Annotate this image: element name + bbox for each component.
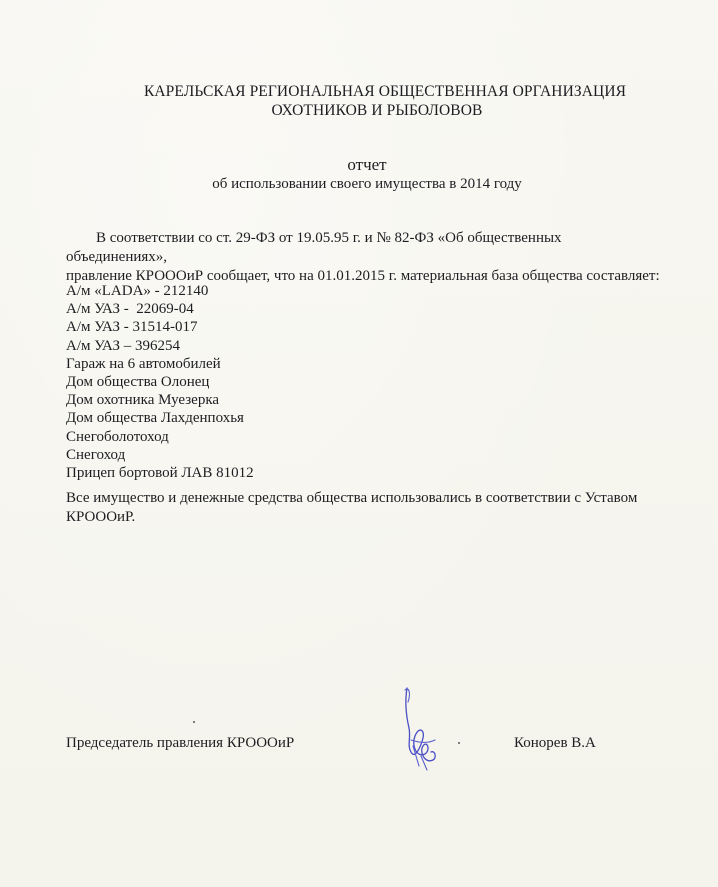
report-subtitle: об использовании своего имущества в 2014 году [212,176,522,192]
asset-item: А/м УАЗ - 22069-04 [66,301,194,318]
organization-name-line2: ОХОТНИКОВ И РЫБОЛОВОВ [271,102,483,119]
intro-line2: правление КРОООиР сообщает, что на 01.01.2015 г. материальная база общества составляет: [66,268,660,284]
conclusion-line1: Все имущество и денежные средства общества использовались в соответствии с Уставом [66,490,638,506]
intro-paragraph [66,229,666,286]
asset-item: А/м УАЗ - 31514-017 [66,319,198,336]
paper-speck [193,721,195,723]
asset-item: А/м УАЗ – 396254 [66,337,180,354]
conclusion-line2: КРОООиР. [66,509,136,525]
intro-line1: В соответствии со ст. 29-ФЗ от 19.05.95 г. и № 82-ФЗ «Об общественных объединениях», [66,230,562,265]
asset-item: Дом охотника Муезерка [66,392,220,409]
report-title: отчет [347,155,387,174]
handwritten-signature [397,680,447,775]
asset-item: Снегоболотоход [66,428,169,445]
signatory-position: Председатель правления КРОООиР [66,735,295,751]
organization-name-line1: КАРЕЛЬСКАЯ РЕГИОНАЛЬНАЯ ОБЩЕСТВЕННАЯ ОРГАНИЗАЦИЯ [143,83,627,100]
paper-speck [458,742,460,744]
asset-item: А/м «LADA» - 212140 [66,283,209,299]
asset-item: Дом общества Лахденпохья [66,410,244,427]
asset-item: Прицеп бортовой ЛАВ 81012 [66,465,254,482]
signatory-name: Конорев В.А [514,735,596,751]
asset-item: Дом общества Олонец [66,374,210,391]
asset-list [66,282,254,482]
asset-item: Снегоход [66,446,126,463]
asset-item: Гараж на 6 автомобилей [66,355,221,372]
conclusion-paragraph [66,489,676,527]
